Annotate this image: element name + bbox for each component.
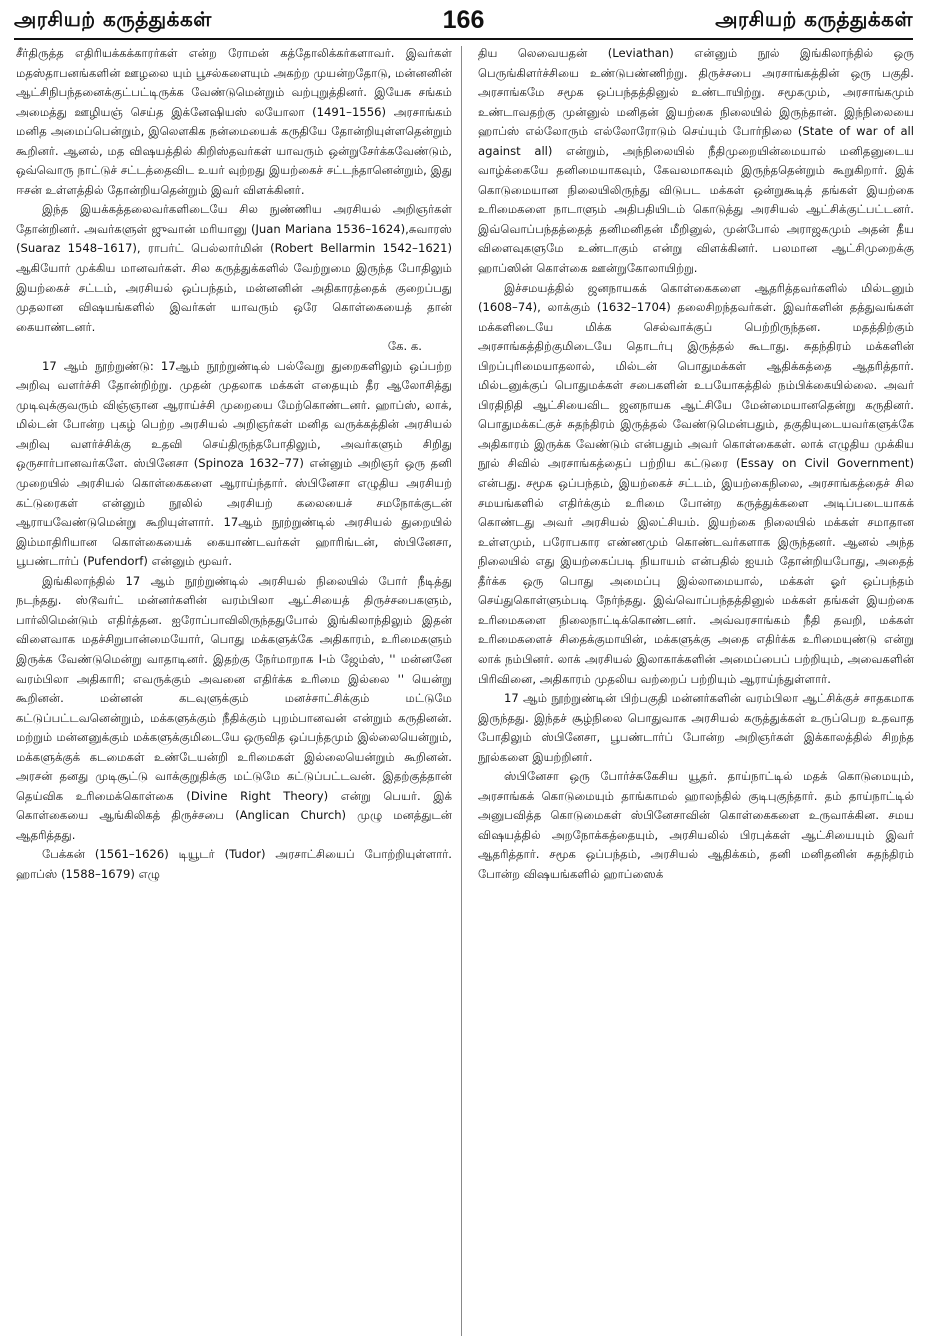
author-initials: கே. க. [387, 339, 422, 354]
paragraph: 17 ஆம் நூற்றுண்டின் பிற்பகுதி மன்னர்களின் வரம்பிலா ஆட்சிக்குச் சாதகமாக இருந்தது. இந்தச் சூழ்நிலை பொதுவாக அரசியல் கருத்துக்கள் உருப்பெற உதவாத போதிலும் ஸ்பினேசா, பூபண்டார்ப் போன்ற அறிஞர்கள் இக்காலத்தில் சிறந்த நூல்களை இயற்றினர். [478, 691, 914, 764]
paragraph: ஸ்பினேசா ஒரு போர்ச்சுகேசிய யூதர். தாய்நாட்டில் மதக் கொடுமையும், அரசாங்கக் கொடுமையும் தாங்காமல் ஹாலந்தில் குடிபுகுந்தார். தம் தாய்நாட்டில் அனுபவித்த கொடுமைகள் ஸ்பினேசாவின் கொள்கைகளை உருவாக்கின. சமய விஷயத்தில் அறநோக்கத்தையும், அரசியலில் பிரபுக்கள் ஆட்சியையும் இவர் ஆதரித்தார். சமூக ஒப்பந்தம், அரசியல் ஆதிக்கம், தனி மனிதனின் சுதந்திரம் போன்ற விஷயங்களில் ஹாப்ஸைக் [478, 769, 914, 881]
paragraph: 17 ஆம் நூற்றுண்டு: 17ஆம் நூற்றுண்டில் பல்வேறு துறைகளிலும் ஒப்பற்ற அறிவு வளர்ச்சி தோன்றிற்று. முதன் முதலாக மக்கள் எதையும் தீர ஆலோசித்து முடிவுக்குவரும் விஞ்ஞான ஆராய்ச்சி முறையை மேற்கொண்டனர். ஹாப்ஸ், லாக், மில்டன் போன்ற புகழ் பெற்ற அரசியல் அறிஞர்கள் மனித வருக்கத்தின் அரசியல் அறிவு வளர்ச்சிக்கு உதவி செய்திருந்தபோதிலும், அவர்களும் சிறிது ஒருசார்பானவர்களே. ஸ்பினேசா (Spinoza 1632–77) என்னும் அறிஞர் ஒரு தனி முறையில் அரசியல் கொள்கைகளை ஆராய்ந்தார். ஸ்பினேசா எழுதிய அரசியற் கட்டுரைகள் என்னும் நூலில் அரசியற் கலையைச் சமநோக்குடன் ஆராயவேண்டுமென்று கூறியுள்ளார். 17ஆம் நூற்றுண்டில் அரசியல் துறையில் இம்மாதிரியான கொள்கையைக் கையாண்டவர்கள் ஹாரிங்டன், ஸ்பினேசா, பூபண்டார்ப் (Pufendorf) என்னும் மூவர். [16, 358, 452, 569]
running-title-right: அரசியற் கருத்துக்கள் [715, 6, 913, 31]
paragraph: இந்த இயக்கத்தலைவர்களிடையே சில நுண்ணிய அரசியல் அறிஞர்கள் தோன்றினர். அவர்களுள் ஜுவான் மரியானு (Juan Mariana 1536–1624),சுவாரஸ் (Suaraz 1548–1617), ராபர்ட் பெல்லார்மின் (Robert Bellarmin 1542–1621) ஆகியோர் முக்கிய மானவர்கள். சில கருத்துக்களில் வேற்றுமை இருந்த போதிலும் இயற்கைச் சட்டம், அரசியல் ஒப்பந்தம், மன்னனின் அதிகாரத்தைக் குறைப்பது முதலான விஷயங்களில் இவர்கள் யாவரும் ஒரே கொள்கையைத் தான் கையாண்டனர். [16, 202, 452, 334]
right-column [478, 44, 914, 1340]
column-divider [461, 46, 462, 1336]
header-rule [14, 38, 913, 40]
paragraph: பேக்கன் (1561–1626) டியூடர் (Tudor) அரசாட்சியைப் போற்றியுள்ளார். ஹாப்ஸ் (1588–1679) எழு [16, 847, 452, 881]
paragraph: இங்கிலாந்தில் 17 ஆம் நூற்றுண்டில் அரசியல் நிலையில் போர் நீடித்து நடந்தது. ஸ்டூவர்ட் மன்னர்களின் வரம்பிலா ஆட்சியைத் திருச்சபைகளும், பார்லிமென்டும் எதிர்த்தன. ஐரோப்பாவிலிருந்ததுபோல் இங்கிலாந்திலும் இதன் விளைவாக மதச்சிறுபான்மையோர், பொது மக்களுக்கே அதிகாரம், உரிமைகளும் இருக்க வேண்டுமென்று வாதாடினர். இதற்கு நேர்மாறாக I-ம் ஜேம்ஸ், '' மன்னனே வரம்பிலா அதிகாரி; எவருக்கும் அவனை எதிர்க்க உரிமை இல்லை '' யென்று கூறினன். மன்னன் கடவுளுக்கும் மனச்சாட்சிக்கும் மட்டுமே கட்டுப்பட்டவனென்றும், மக்களுக்கும் நீதிக்கும் புறம்பானவன் என்றும் கருதினன். மற்றும் மன்னனுக்கும் மக்களுக்குமிடையே ஒருவித ஒப்பந்தமும் இல்லையென்றும், மக்களுக்குக் கடமைகள் உண்டேயன்றி உரிமைகள் இல்லையென்றும் கூறினன். அரசன் தனது முடிசூட்டு வாக்குறுதிக்கு மட்டுமே கட்டுப்பட்டவன். இதற்குத்தான் தெய்விக உரிமைக்கொள்கை (Divine Right Theory) என்று பெயர். இக் கொள்கையை ஆங்கிலிகத் திருச்சபை (Anglican Church) முழு மனத்துடன் ஆதரித்தது. [16, 573, 452, 842]
paragraph: திய லெவையதன் (Leviathan) என்னும் நூல் இங்கிலாந்தில் ஒரு பெருங்கிளர்ச்சியை உண்டுபண்ணிற்று. திருச்சபை அரசாங்கத்தின் ஒரு பகுதி. அரசாங்கமே சமூக ஒப்பந்தத்தினுல் உண்டாயிற்று. சமூகமும், அரசாங்கமும் உண்டாவதற்கு முன்னுல் மனிதன் இயற்கை நிலையில் இருந்தான். இந்நிலையை ஹாப்ஸ் எல்லோரும் எல்லோரோடும் செய்யும் போர்நிலை (State of war of all against all) என்றும், அந்நிலையில் நீதிமுறையின்மையால் மனிதனுடைய வாழ்க்கையே தனிமையாகவும், கேவலமாகவும் இருந்ததென்றும் கூறுகிறார். இக் கொடுமையான நிலையிலிருந்து விடுபட மக்கள் ஒன்றுகூடித் தங்கள் இயற்கை உரிமைகளை நாடாளும் அதிபதியிடம் கொடுத்து அரசியல் ஆட்சிக்குட்பட்டனர். இவ்வொப்பந்தத்தைத் தனிமனிதன் மீறினுல், முன்போல் அராஜகமும் அதன் தீய விளைவுகளுமே உண்டாகும் என்று விளக்கினர். பலமான ஆட்சிமுறைக்கு ஹாப்ஸின் கொள்கை ஊன்றுகோலாயிற்று. [478, 46, 914, 276]
running-title-left: அரசியற் கருத்துக்கள் [14, 6, 212, 31]
left-column [16, 44, 452, 1340]
page-header [14, 2, 913, 38]
paragraph: சீர்திருத்த எதிரியக்கக்காரர்கள் என்ற ரோமன் கத்தோலிக்கர்களாவர். இவர்கள் மதஸ்தாபனங்களின் ஊழலை யும் பூசல்களையும் அகற்ற முயன்றதோடு, மன்னனின் ஆட்சிநிபந்தனைக்குட்பட்டிருக்க வேண்டுமென்றும் வற்புறுத்தினர். இயேசு சங்கம் அமைத்து ஊழியஞ் செய்த இக்னேஷியஸ் லயோலா (1491–1556) அரசாங்கம் மனித அமைப்பென்றும், இலௌகிக நன்மையைக் கருதியே தோன்றியுள்ளதென்றும் கூறினர். ஆனல், மத விஷயத்தில் கிறிஸ்தவர்கள் யாவரும் ஒன்றுசேர்க்கவேண்டும், ஒவ்வொரு நாட்டுச் சட்டத்தைவிட உயர் வுற்றது இயற்கைச் சட்டந்தானென்றும், இது ஈசன் உள்ளத்தில் தோன்றியதென்றும் இவர் விளக்கினர். [16, 46, 452, 197]
paragraph: இச்சமயத்தில் ஜனநாயகக் கொள்கைகளை ஆதரித்தவர்களில் மில்டனும் (1608–74), லாக்கும் (1632–1704) தலைசிறந்தவர்கள். இவர்களின் தத்துவங்கள் மக்களிடையே மிக்க செல்வாக்குப் பெற்றிருந்தன. மதத்திற்கும் அரசாங்கத்திற்குமிடையே தொடர்பு இருத்தல் கூடாது. சுதந்திரம் மக்களின் பிறப்புரிமையாதலால், மில்டன் பொதுமக்கள் ஆதிக்கத்தை ஆதரித்தார். மில்டனுக்குப் பொதுமக்கள் சபைகளின் உபயோகத்தில் நம்பிக்கையில்லை. அவர் பிரதிநிதி ஆட்சியைவிட ஜனநாயக ஆட்சியே மேன்மையானதென்று கருதினர். பொதுமக்கட்குச் சுதந்திரம் இருத்தல் வேண்டுமென்பதும், தகுதியுடையவர்களுக்கே அதிகாரம் இருக்க வேண்டும் என்பதும் அவர் கொள்கைகள். லாக் எழுதிய முக்கிய நூல் சிவில் அரசாங்கத்தைப் பற்றிய கட்டுரை (Essay on Civil Government) என்பது. சமூக ஒப்பந்தம், இயற்கைச் சட்டம், இயற்கைநிலை, அரசாங்கத்தைச் சில சமயங்களில் எதிர்க்கும் உரிமை போன்ற கருத்துக்களை அடிப்படையாகக் கொண்டது அவர் அரசியல் இலட்சியம். இயற்கை நிலையில் மக்கள் சமாதான உள்ளமும், பரோபகார எண்ணமும் கொண்டவர்களாக இருந்தனர். ஆனல் அந்த நிலையில் எது இயற்கைப்படி நியாயம் என்பதில் ஐயம் தோன்றியபோது, அதைத் தீர்க்க ஒரு பொது அமைப்பு இல்லாமையால், மக்கள் ஓர் ஒப்பந்தம் செய்துகொள்ளும்படி நேர்ந்தது. இவ்வொப்பந்தத்தினுல் மக்கள் தங்கள் இயற்கை உரிமைகளை நிலைநாட்டிக்கொண்டனர். அவ்வரசாங்கம் நீதி தவறி, மக்கள் உரிமைகளைச் சிதைக்குமாயின், மக்களுக்கு அதை எதிர்க்க உரிமையுண்டு என்று லாக் நம்பினர். லாக் அரசியல் இலாகாக்களின் அமைப்பைப் பற்றியும், அவைகளின் பிரிவினை, அதிகாரம் முதலிய வற்றைப் பற்றியும் ஆராய்ந்துள்ளார். [478, 280, 914, 686]
page-number: 166 [442, 5, 485, 34]
